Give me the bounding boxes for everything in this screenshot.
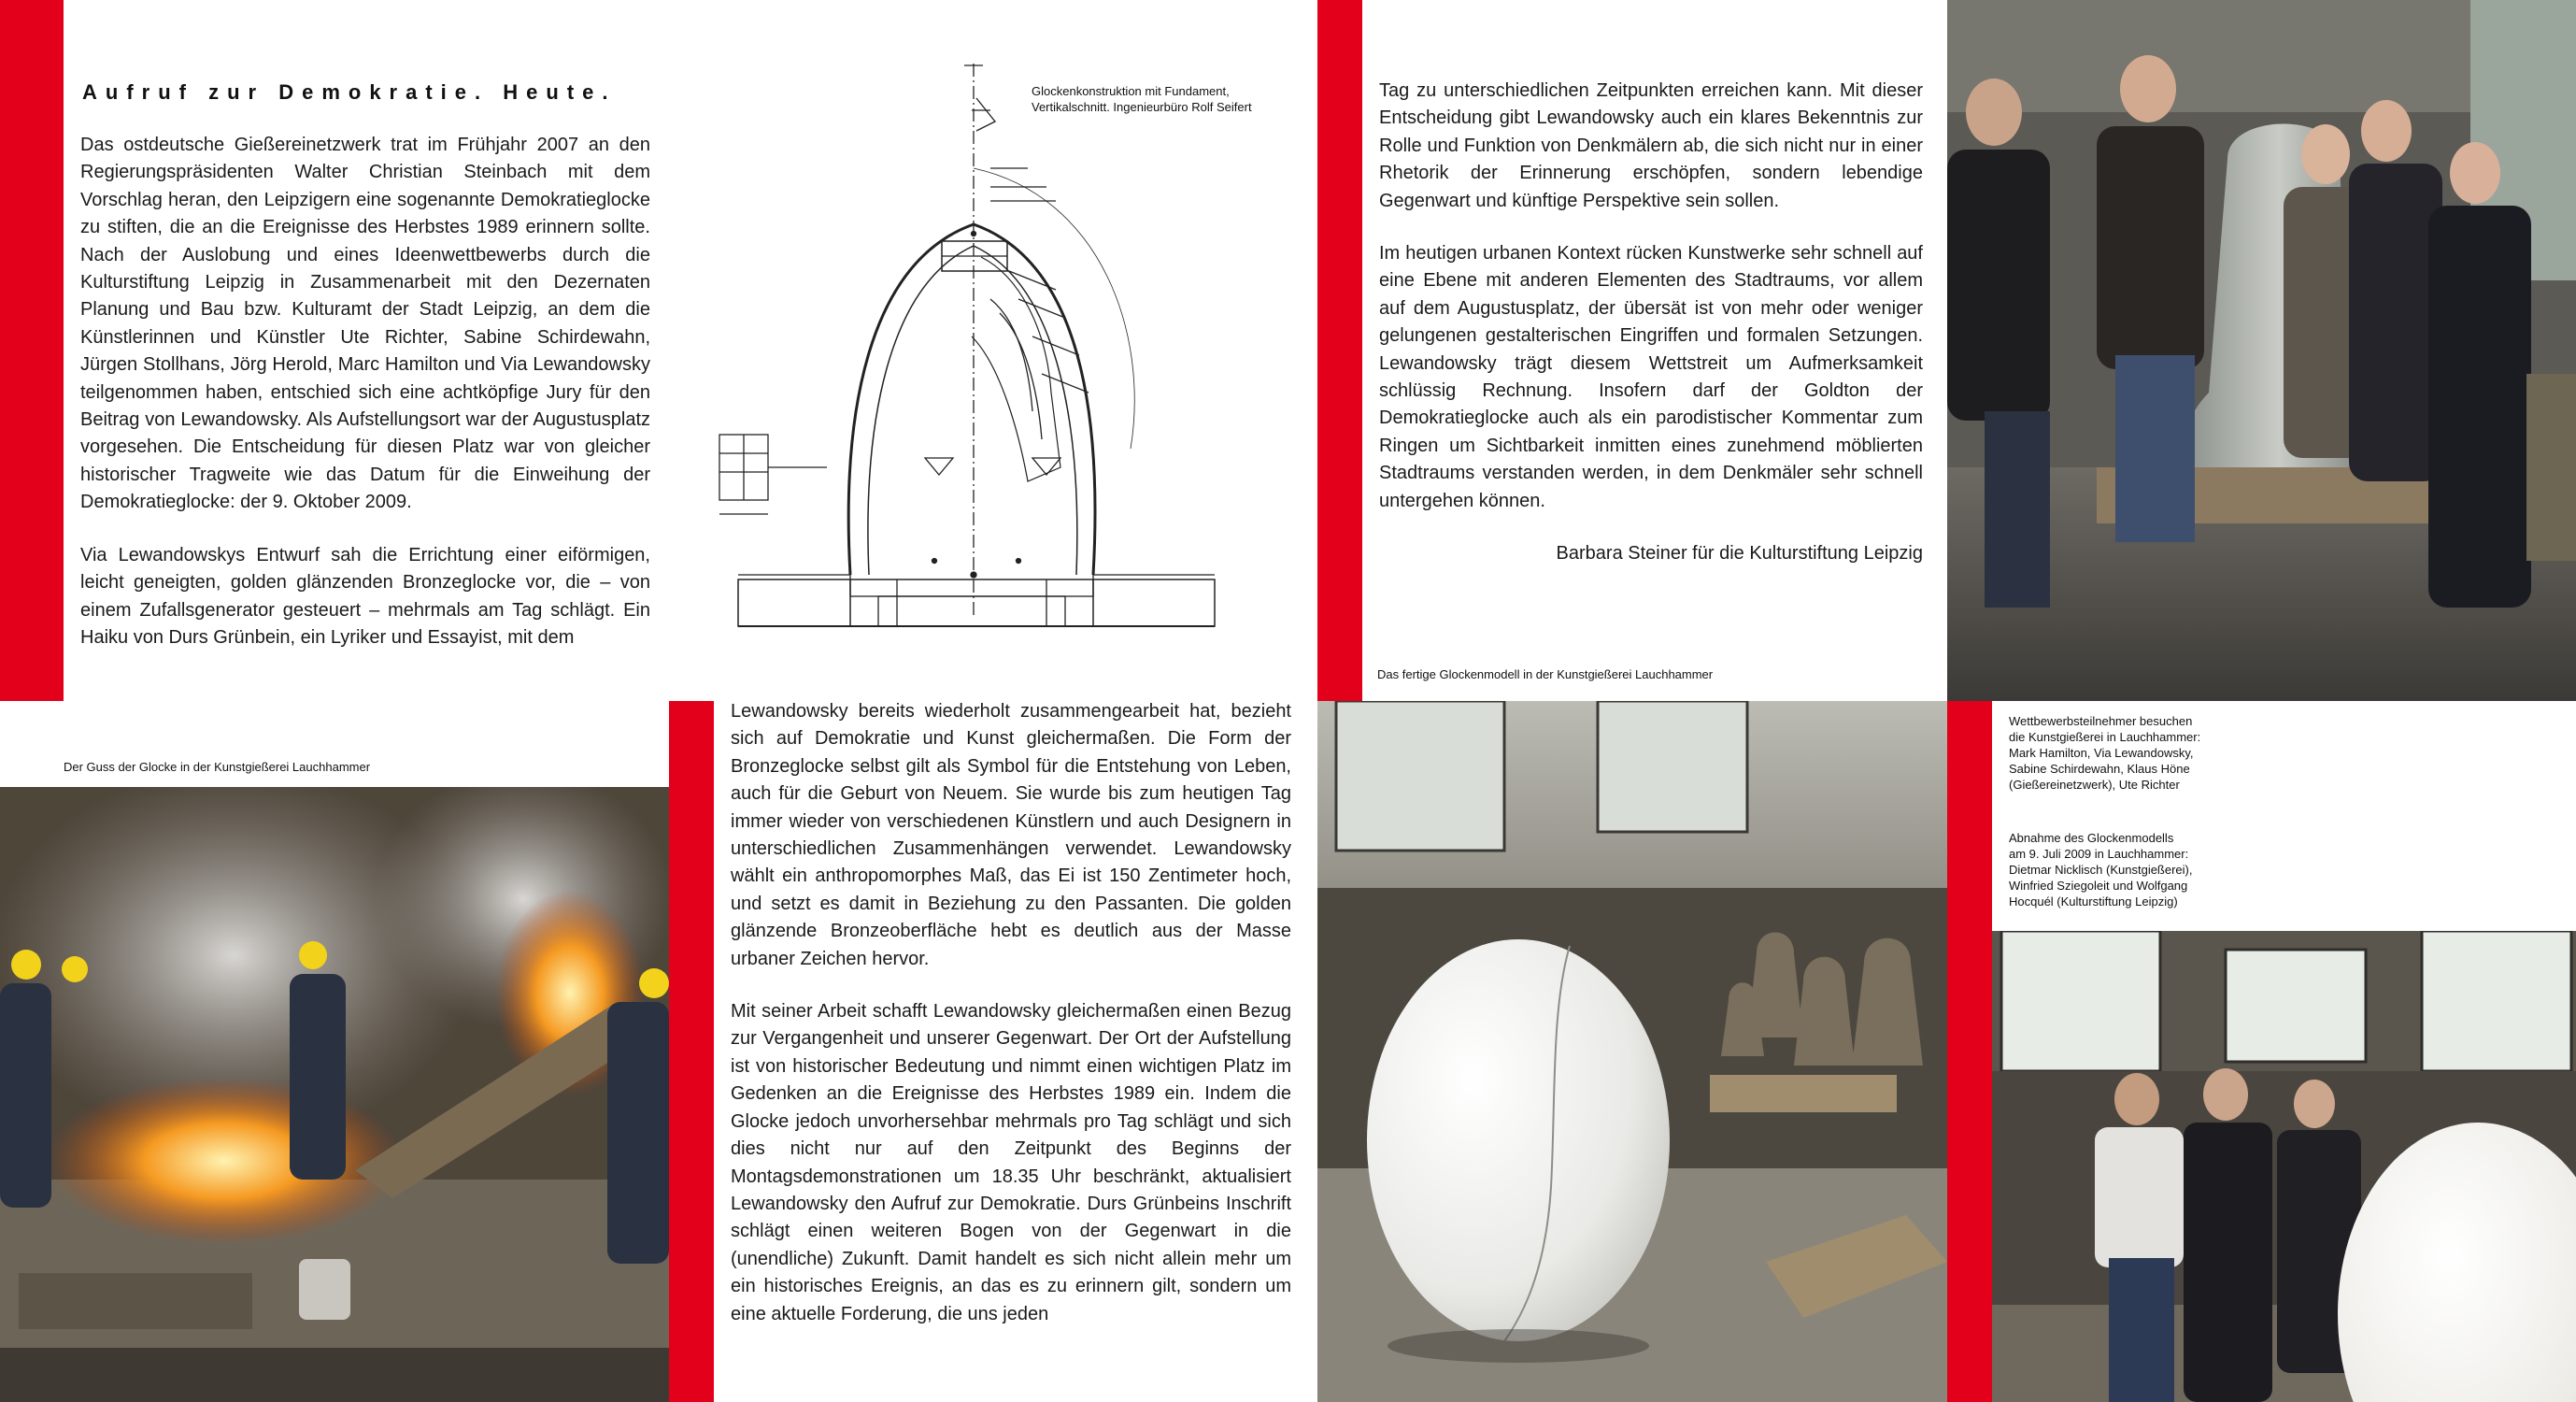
photo-group-at-bell	[1947, 0, 2576, 701]
acceptance-caption-line-3: Dietmar Nicklisch (Kunstgießerei),	[2009, 863, 2193, 877]
text-column-3	[1379, 78, 1923, 594]
photo-bell-casting	[0, 787, 669, 1402]
visit-caption-line-4: Sabine Schirdewahn, Klaus Höne	[2009, 762, 2190, 776]
red-bar-bottom-right	[1947, 701, 1992, 1402]
col3-paragraph-2: Im heutigen urbanen Kontext rücken Kunstwerke sehr schnell auf eine Ebene mit anderen Elementen des Stadtraums, vor allem auf dem Augustusplatz, der übersät ist von mehr oder weniger gelungenen gestalterischen Eingriffen und formalen Setzungen. Lewandowsky trägt diesem Wettstreit um Aufmerksamkeit schlüssig Rechnung. Insofern darf der Goldton der Demokratieglocke auch als ein parodistischer Kommentar zum Ringen um Sichtbarkeit inmitten eines zunehmend möblierten Stadtraums verstanden werden, in dem Denkmäler sehr schnell untergehen können.	[1379, 243, 1923, 511]
red-bar-top-left	[0, 0, 64, 701]
red-bar-bottom-center-left	[669, 701, 714, 1402]
visit-caption	[2009, 713, 2252, 793]
drawing-caption-line-2: Vertikalschnitt. Ingenieurbüro Rolf Seifert	[1032, 100, 1252, 114]
col1-paragraph-2: Via Lewandowskys Entwurf sah die Errichtung einer eiförmigen, leicht geneigten, golden glänzenden Bronzeglocke vor, die – von einem Zufallsgenerator gesteuert – mehrmals am Tag schlägt. Ein Haiku von Durs Grünbein, ein Lyriker und Essayist, mit dem	[80, 544, 650, 648]
text-column-2	[731, 698, 1291, 1353]
bell-construction-drawing	[710, 56, 1308, 654]
visit-caption-line-3: Mark Hamilton, Via Lewandowsky,	[2009, 746, 2194, 760]
author-signature: Barbara Steiner für die Kulturstiftung Leipzig	[1556, 543, 1923, 565]
acceptance-caption-line-2: am 9. Juli 2009 in Lauchhammer:	[2009, 847, 2189, 861]
casting-caption: Der Guss der Glocke in der Kunstgießerei Lauchhammer	[64, 760, 371, 774]
acceptance-caption-line-1: Abnahme des Glockenmodells	[2009, 831, 2174, 845]
acceptance-caption-line-4: Winfried Sziegoleit und Wolfgang	[2009, 879, 2188, 893]
article-heading: Aufruf zur Demokratie. Heute.	[82, 80, 617, 104]
visit-caption-line-5: (Gießereinetzwerk), Ute Richter	[2009, 778, 2180, 792]
drawing-caption-line-1: Glockenkonstruktion mit Fundament,	[1032, 84, 1230, 98]
red-bar-top-center-right	[1317, 0, 1362, 701]
acceptance-caption	[2009, 830, 2252, 909]
model-caption: Das fertige Glockenmodell in der Kunstgießerei Lauchhammer	[1377, 667, 1714, 681]
col2-paragraph-2: Mit seiner Arbeit schafft Lewandowsky gleichermaßen einen Bezug zur Vergangenheit und unserer Gegenwart. Der Ort der Aufstellung ist von historischer Bedeutung und nimmt einen wichtigen Platz im Gedenken an die Ereignisse des Herbstes 1989 ein. Indem die Glocke jedoch unvorhersehbar mehrmals pro Tag schlägt und sich dies nicht nur auf den Zeitpunkt des Beginns der Montagsdemonstrationen um 18.35 Uhr beschränkt, aktualisiert Lewandowsky den Aufruf zur Demokratie. Durs Grünbeins Inschrift schlägt einen weiteren Bogen von der Gegenwart in die (unendliche) Zukunft. Damit handelt es sich nicht allein mehr um ein historisches Ereignis, an das es zu erinnern gilt, sondern um eine aktuelle Forderung, die uns jeden	[731, 1001, 1291, 1324]
visit-caption-line-2: die Kunstgießerei in Lauchhammer:	[2009, 730, 2201, 744]
col1-paragraph-1: Das ostdeutsche Gießereinetzwerk trat im Frühjahr 2007 an den Regierungspräsidenten Walter Christian Steinbach mit dem Vorschlag heran, den Leipzigern eine sogenannte Demokratieglocke zu stiften, die an die Ereignisse des Herbstes 1989 erinnern sollte. Nach der Auslobung und eines Ideenwettbewerbs durch die Kulturstiftung Leipzig in Zusammenarbeit mit den Dezernaten Planung und Bau bzw. Kulturamt der Stadt Leipzig, an dem die Künstlerinnen und Künstler Ute Richter, Sabine Schirdewahn, Jürgen Stollhans, Jörg Herold, Marc Hamilton und Via Lewandowsky teilgenommen haben, entschied sich eine achtköpfige Jury für den Beitrag von Lewandowsky. Als Aufstellungsort war der Augustusplatz vorgesehen. Die Entscheidung für diesen Platz war von gleicher historischer Tragweite wie das Datum für die Einweihung der Demokratieglocke: der 9. Oktober 2009.	[80, 135, 650, 513]
text-column-1	[80, 132, 650, 677]
col2-paragraph-1: Lewandowsky bereits wiederholt zusammengearbeit hat, bezieht sich auf Demokratie und Kunst gleichermaßen. Die Form der Bronzeglocke selbst gilt als Symbol für die Entstehung von Leben, auch für die Geburt von Neuem. Sie wurde bis zum heutigen Tag immer wieder von verschiedenen Künstlern und auch Designern in unterschiedlichen Zusammenhängen verwendet. Lewandowsky wählt ein anthropomorphes Maß, das Ei ist 150 Zentimeter hoch, und setzt es damit in Beziehung zu den Passanten. Die golden glänzende Bronzeoberfläche hebt es deutlich aus der Masse urbaner Zeichen hervor.	[731, 701, 1291, 969]
acceptance-caption-line-5: Hocquél (Kulturstiftung Leipzig)	[2009, 894, 2178, 908]
photo-finished-egg-model	[1317, 701, 1947, 1402]
visit-caption-line-1: Wettbewerbsteilnehmer besuchen	[2009, 714, 2193, 728]
col3-paragraph-1: Tag zu unterschiedlichen Zeitpunkten erreichen kann. Mit dieser Entscheidung gibt Lewandowsky auch ein klares Bekenntnis zur Rolle und Funktion von Denkmälern ab, die sich nicht nur in einer Rhetorik der Erinnerung erschöpfen, sondern lebendige Gegenwart und künftige Perspektive sein sollen.	[1379, 80, 1923, 211]
photo-model-acceptance	[1992, 931, 2576, 1402]
